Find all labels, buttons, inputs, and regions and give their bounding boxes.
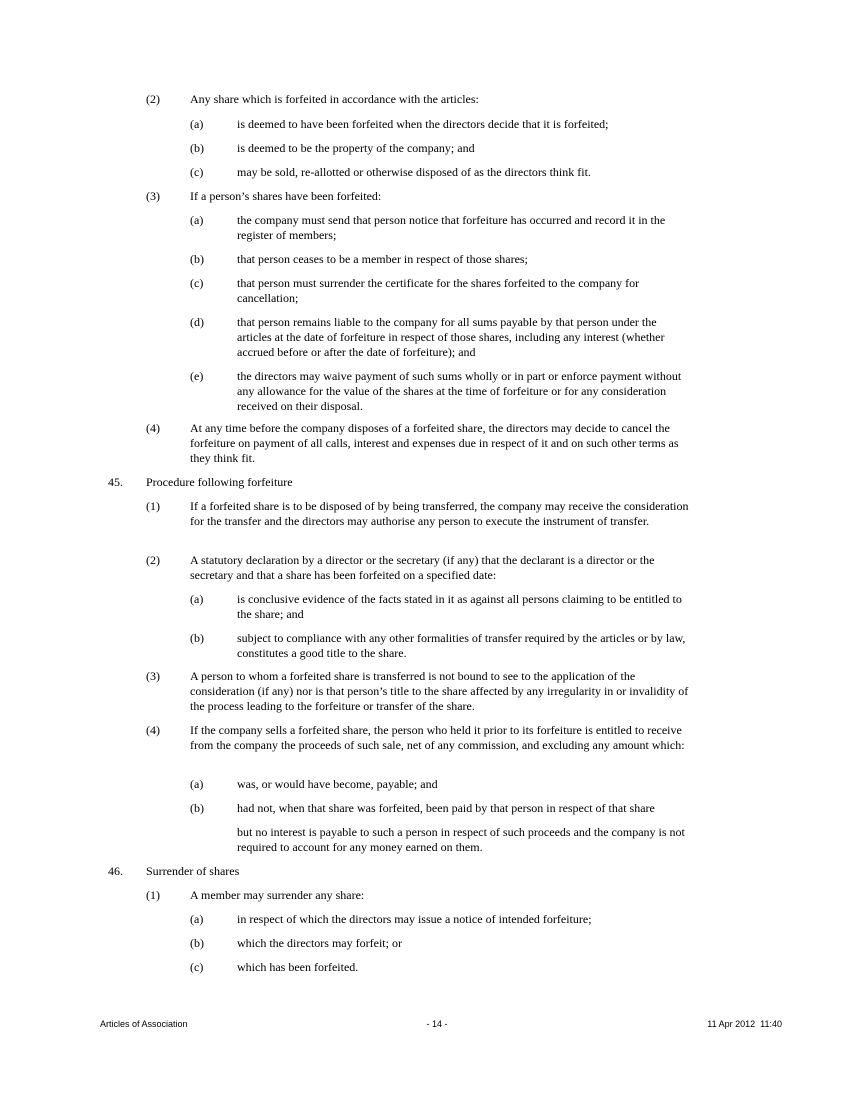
continuation-text: but no interest is payable to such a person in respect of such proceeds and the company is not required to account for any money earned on them. <box>237 825 685 854</box>
subclause-letter: (a) <box>190 912 204 926</box>
subclause-text: is deemed to be the property of the company; and <box>237 141 475 155</box>
clause-text: A member may surrender any share: <box>190 888 365 902</box>
subclause-text: had not, when that share was forfeited, been paid by that person in respect of that share <box>237 801 655 815</box>
subclause-letter: (d) <box>190 315 204 329</box>
subclause-letter: (a) <box>190 213 204 227</box>
subclause-text: subject to compliance with any other formalities of transfer required by the articles or by law, constitutes a good title to the share. <box>237 631 686 660</box>
clause-number: (4) <box>146 421 160 435</box>
subclause-text: which the directors may forfeit; or <box>237 936 402 950</box>
subclause-letter: (b) <box>190 252 204 266</box>
subclause-text: in respect of which the directors may issue a notice of intended forfeiture; <box>237 912 592 926</box>
subclause-letter: (a) <box>190 117 204 131</box>
subclause-text: is conclusive evidence of the facts stated in it as against all persons claiming to be entitled to the share; and <box>237 592 682 621</box>
article-heading: Surrender of shares <box>146 864 240 878</box>
subclause-letter: (b) <box>190 801 204 815</box>
subclause-text: which has been forfeited. <box>237 960 359 974</box>
subclause-letter: (b) <box>190 141 204 155</box>
clause-text: If a person’s shares have been forfeited: <box>190 189 382 203</box>
article-number: 45. <box>108 475 123 489</box>
clause-number: (1) <box>146 888 160 902</box>
subclause-letter: (b) <box>190 631 204 645</box>
subclause-letter: (a) <box>190 777 204 791</box>
subclause-letter: (e) <box>190 369 204 383</box>
subclause-text: may be sold, re-allotted or otherwise disposed of as the directors think fit. <box>237 165 591 179</box>
subclause-text: the company must send that person notice that forfeiture has occurred and record it in the register of members; <box>237 213 666 242</box>
clause-number: (4) <box>146 723 160 737</box>
clause-number: (3) <box>146 189 160 203</box>
footer-page-number: - 14 - <box>426 1019 448 1029</box>
subclause-text: that person remains liable to the company for all sums payable by that person under the articles at the date of forfeiture in respect of those shares, including any interest (whether accrued before or after the date of forfeiture); and <box>237 315 665 359</box>
subclause-text: that person ceases to be a member in respect of those shares; <box>237 252 528 266</box>
clause-text: A statutory declaration by a director or the secretary (if any) that the declarant is a director or the secretary and that a share has been forfeited on a specified date: <box>190 553 655 582</box>
subclause-letter: (a) <box>190 592 204 606</box>
article-heading: Procedure following forfeiture <box>146 475 293 489</box>
subclause-text: the directors may waive payment of such sums wholly or in part or enforce payment without any allowance for the value of the shares at the time of forfeiture or for any consideration received on their disposal. <box>237 369 682 413</box>
clause-text: If the company sells a forfeited share, the person who held it prior to its forfeiture is entitled to receive from the company the proceeds of such sale, net of any commission, and excluding any amount which: <box>190 723 685 752</box>
article-number: 46. <box>108 864 123 878</box>
clause-text: Any share which is forfeited in accordance with the articles: <box>190 92 479 106</box>
subclause-letter: (c) <box>190 276 204 290</box>
subclause-text: is deemed to have been forfeited when the directors decide that it is forfeited; <box>237 117 609 131</box>
clause-text: At any time before the company disposes of a forfeited share, the directors may decide to cancel the forfeiture on payment of all calls, interest and expenses due in respect of it and on such other terms as they think fit. <box>190 421 679 465</box>
clause-text: A person to whom a forfeited share is transferred is not bound to see to the application of the consideration (if any) nor is that person’s title to the share affected by any irregularity in or invalidity of the process leading to the forfeiture or transfer of the share. <box>190 669 689 713</box>
subclause-text: that person must surrender the certificate for the shares forfeited to the company for cancellation; <box>237 276 640 305</box>
subclause-text: was, or would have become, payable; and <box>237 777 438 791</box>
footer-timestamp: 11 Apr 2012 11:40 <box>707 1019 782 1029</box>
clause-number: (1) <box>146 499 160 513</box>
subclause-letter: (c) <box>190 165 204 179</box>
clause-number: (3) <box>146 669 160 683</box>
clause-text: If a forfeited share is to be disposed of by being transferred, the company may receive the consideration for the transfer and the directors may authorise any person to execute the instrument of transfer. <box>190 499 689 528</box>
subclause-letter: (c) <box>190 960 204 974</box>
subclause-letter: (b) <box>190 936 204 950</box>
clause-number: (2) <box>146 553 160 567</box>
clause-number: (2) <box>146 92 160 106</box>
footer-document-title: Articles of Association <box>100 1019 188 1029</box>
